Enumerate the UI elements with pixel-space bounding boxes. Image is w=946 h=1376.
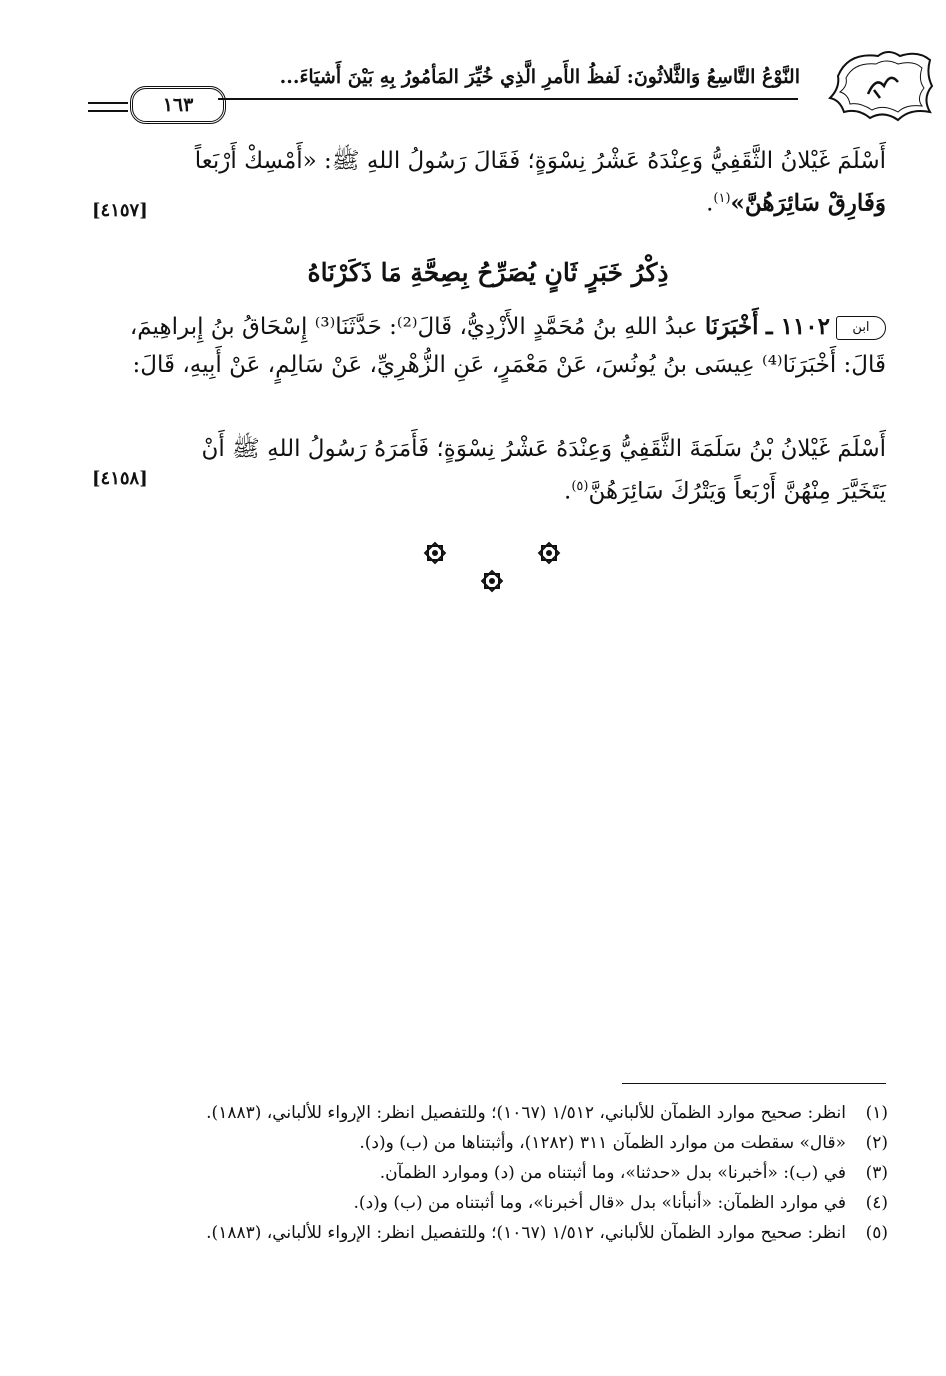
section-heading: ذِكْرُ خَبَرٍ ثَانٍ يُصَرِّحُ بِصِحَّةِ مَا ذَكَرْنَاهُ: [307, 258, 669, 287]
eight-point-flower-icon: [536, 540, 562, 566]
footnote-text: في (ب): «أخبرنا» بدل «حدثنا»، وما أثبتناه من (د) وموارد الظمآن.: [379, 1163, 846, 1183]
footnote-text: في موارد الظمآن: «أنبأنا» بدل «قال أخبرنا»، وما أثبتناه من (ب) و(د).: [353, 1193, 846, 1213]
hadith-reference: [٤١٥٧]: [92, 200, 148, 221]
paragraph-2-line-1: [90, 308, 886, 346]
footnote-text: انظر: صحيح موارد الظمآن للألباني، ١/٥١٢ (١٠٦٧)؛ وللتفصيل انظر: الإرواء للألباني، (١٨٨٣).: [206, 1103, 846, 1123]
hadith-reference: [٤١٥٨]: [92, 468, 148, 489]
paragraph-1-line-1: أَسْلَمَ غَيْلانُ الثَّقَفِيُّ وَعِنْدَهُ عَشْرُ نِسْوَةٍ؛ فَقَالَ رَسُولُ اللهِ ﷺ: «أَمْسِكْ أَرْبَعاً: [194, 148, 886, 174]
footnote-text: «قال» سقطت من موارد الظمآن ٣١١ (١٢٨٢)، وأثبتناها من (ب) و(د).: [359, 1133, 846, 1153]
hadith-mark-icon: ابن: [836, 316, 886, 340]
footnotes: [80, 1098, 888, 1248]
paragraph-1: [90, 142, 886, 223]
header-title: النَّوْعُ التَّاسِعُ وَالثَّلاثُونَ: لَفظُ الأَمرِ الَّذِي خُيِّرَ المَأمُورُ بِهِ بَيْنَ أَشيَاءَ...: [279, 66, 800, 88]
footnote-separator: [622, 1083, 886, 1084]
footnote: [80, 1128, 888, 1158]
footnote: [80, 1188, 888, 1218]
page-number: ١٦٣: [130, 86, 226, 124]
footnote: [80, 1098, 888, 1128]
paragraph-3-line-1: أَسْلَمَ غَيْلانُ بْنُ سَلَمَةَ الثَّقَفِيُّ وَعِنْدَهُ عَشْرُ نِسْوَةٍ؛ فَأَمَرَهُ رَسُولُ اللهِ ﷺ أَنْ: [201, 436, 886, 462]
paragraph-3-line-2: يَتَخَيَّرَ مِنْهُنَّ أَرْبَعاً وَيَتْرُكَ سَائِرَهُنَّ$^{(٥)}$.: [564, 478, 886, 505]
quote-end: وَفَارِقْ سَائِرَهُنَّ»: [730, 189, 886, 217]
eight-point-flower-icon: [479, 568, 505, 594]
page-header: [88, 46, 938, 126]
paragraph-1-line-2: وَفَارِقْ سَائِرَهُنَّ»$^{(١)}$.: [706, 189, 886, 217]
header-rule: [218, 98, 798, 100]
footnote: [80, 1218, 888, 1248]
footnote-number: (٢): [865, 1133, 888, 1153]
footnote-number: (٤): [865, 1193, 888, 1213]
paragraph-2: [90, 308, 886, 384]
footnote-marker: (١): [713, 191, 731, 206]
book-logo-icon: [818, 46, 938, 126]
matn-end: يَتَخَيَّرَ مِنْهُنَّ أَرْبَعاً وَيَتْرُكَ سَائِرَهُنَّ: [588, 478, 886, 505]
akhbarana: أَخْبَرَنَا: [704, 313, 759, 340]
footnote-number: (٥): [865, 1223, 888, 1243]
isnad-text: عبدُ اللهِ بنُ مُحَمَّدٍ الأَزْدِيُّ، قَالَ⁽²⁾: حَدَّثَنَا⁽³⁾ إِسْحَاقُ بنُ إِبراهِيمَ،: [129, 314, 698, 340]
footnote: [80, 1158, 888, 1188]
paragraph-2-line-2: قَالَ: أَخْبَرَنَا⁽⁴⁾ عِيسَى بنُ يُونُسَ، عَنْ مَعْمَرٍ، عَنِ الزُّهْرِيِّ، عَنْ سَالِمٍ، عَنْ أَبِيهِ، قَالَ:: [132, 352, 886, 378]
header-rule-left: [88, 102, 128, 112]
footnote-marker: (٥): [571, 479, 589, 494]
footnote-number: (٣): [865, 1163, 888, 1183]
paragraph-3: [90, 430, 886, 511]
hadith-number: ١١٠٢ ـ: [765, 313, 830, 340]
eight-point-flower-icon: [422, 540, 448, 566]
footnote-text: انظر: صحيح موارد الظمآن للألباني، ١/٥١٢ (١٠٦٧)؛ وللتفصيل انظر: الإرواء للألباني، (١٨٨٣).: [206, 1223, 846, 1243]
footnote-number: (١): [865, 1103, 888, 1123]
